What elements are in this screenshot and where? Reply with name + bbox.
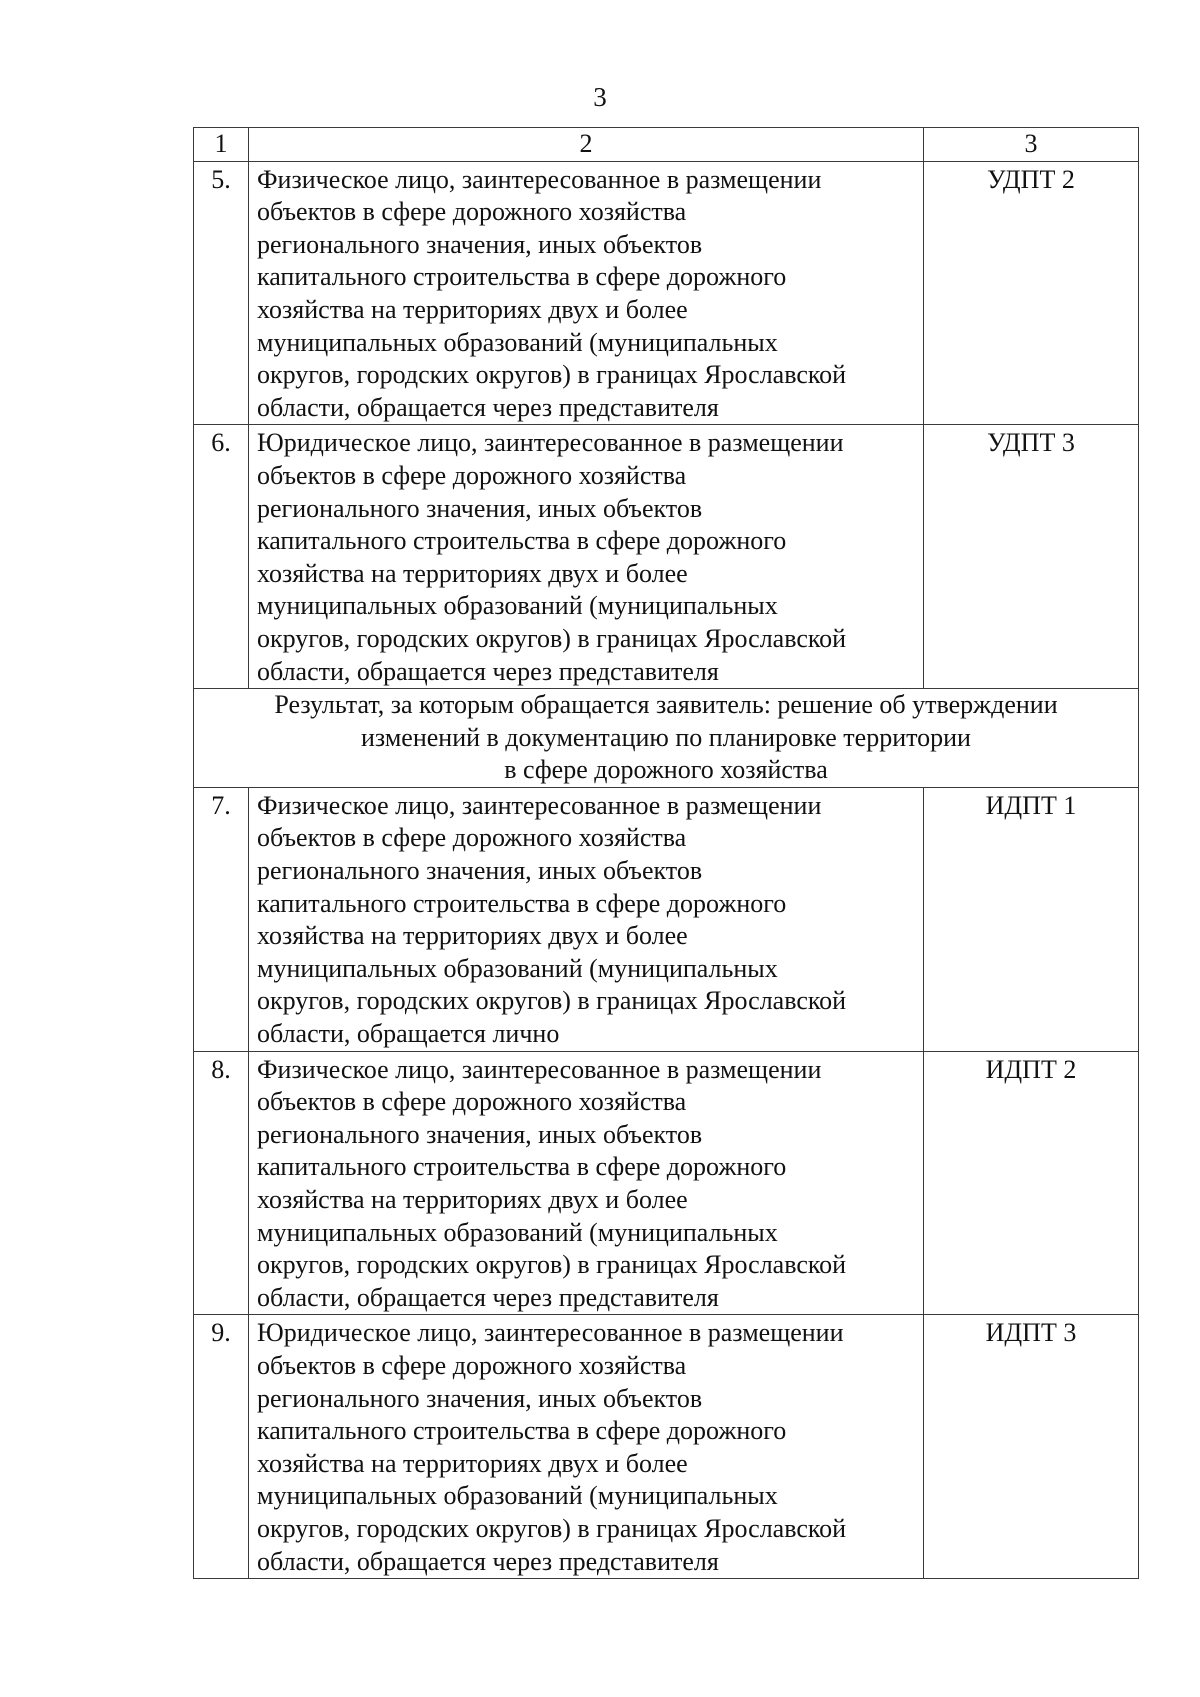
applicant-description bbox=[249, 161, 924, 425]
variant-code: УДПТ 3 bbox=[924, 425, 1139, 689]
section-line: изменений в документацию по планировке территории bbox=[361, 722, 971, 752]
table-row bbox=[194, 425, 1139, 689]
description-line: муниципальных образований (муниципальных bbox=[257, 327, 778, 357]
variant-code: ИДПТ 1 bbox=[924, 787, 1139, 1051]
description-line: регионального значения, иных объектов bbox=[257, 229, 703, 259]
description-line: округов, городских округов) в границах Ярославской bbox=[257, 360, 847, 390]
description-line: области, обращается через представителя bbox=[257, 1546, 719, 1576]
description-line: капитального строительства в сфере дорожного bbox=[257, 526, 787, 556]
description-line: округов, городских округов) в границах Ярославской bbox=[257, 1250, 847, 1280]
result-section-heading bbox=[194, 689, 1139, 788]
description-line: регионального значения, иных объектов bbox=[257, 1383, 703, 1413]
table-row bbox=[194, 787, 1139, 1051]
description-line: муниципальных образований (муниципальных bbox=[257, 1217, 778, 1247]
row-number: 8. bbox=[194, 1051, 249, 1315]
description-line: Физическое лицо, заинтересованное в размещении bbox=[257, 790, 822, 820]
services-table bbox=[193, 127, 1139, 1579]
description-line: Физическое лицо, заинтересованное в размещении bbox=[257, 1054, 822, 1084]
description-line: регионального значения, иных объектов bbox=[257, 493, 703, 523]
section-line: в сфере дорожного хозяйства bbox=[504, 755, 828, 785]
description-line: объектов в сфере дорожного хозяйства bbox=[257, 460, 687, 490]
applicant-description bbox=[249, 1315, 924, 1579]
row-number: 9. bbox=[194, 1315, 249, 1579]
description-line: области, обращается лично bbox=[257, 1019, 560, 1049]
description-line: округов, городских округов) в границах Ярославской bbox=[257, 623, 847, 653]
table-row bbox=[194, 1315, 1139, 1579]
variant-code: ИДПТ 2 bbox=[924, 1051, 1139, 1315]
row-number: 7. bbox=[194, 787, 249, 1051]
page-number: 3 bbox=[593, 82, 607, 112]
table-row bbox=[194, 1051, 1139, 1315]
description-line: хозяйства на территориях двух и более bbox=[257, 1185, 688, 1214]
description-line: округов, городских округов) в границах Ярославской bbox=[257, 986, 847, 1016]
description-line: муниципальных образований (муниципальных bbox=[257, 953, 778, 983]
applicant-description bbox=[249, 1051, 924, 1315]
description-line: капитального строительства в сфере дорожного bbox=[257, 1152, 787, 1182]
description-line: объектов в сфере дорожного хозяйства bbox=[257, 1087, 687, 1117]
description-line: капитального строительства в сфере дорожного bbox=[257, 888, 787, 918]
row-number: 6. bbox=[194, 425, 249, 689]
description-line: округов, городских округов) в границах Ярославской bbox=[257, 1513, 847, 1543]
description-line: хозяйства на территориях двух и более bbox=[257, 294, 688, 324]
description-line: хозяйства на территориях двух и более bbox=[257, 1448, 688, 1478]
description-line: хозяйства на территориях двух и более bbox=[257, 921, 688, 951]
result-section-row bbox=[194, 689, 1139, 788]
description-line: области, обращается через представителя bbox=[257, 392, 719, 422]
description-line: области, обращается через представителя bbox=[257, 1282, 719, 1312]
header-col-1: 1 bbox=[194, 128, 249, 162]
applicant-description bbox=[249, 787, 924, 1051]
description-line: хозяйства на территориях двух и более bbox=[257, 558, 688, 588]
description-line: объектов в сфере дорожного хозяйства bbox=[257, 1350, 687, 1380]
row-number: 5. bbox=[194, 161, 249, 425]
description-line: области, обращается через представителя bbox=[257, 656, 719, 686]
description-line: объектов в сфере дорожного хозяйства bbox=[257, 197, 687, 227]
description-line: капитального строительства в сфере дорожного bbox=[257, 1416, 787, 1446]
description-line: Физическое лицо, заинтересованное в размещении bbox=[257, 164, 822, 194]
description-line: регионального значения, иных объектов bbox=[257, 1119, 703, 1149]
table-row bbox=[194, 161, 1139, 425]
description-line: объектов в сфере дорожного хозяйства bbox=[257, 823, 687, 853]
variant-code: УДПТ 2 bbox=[924, 161, 1139, 425]
description-line: муниципальных образований (муниципальных bbox=[257, 591, 778, 621]
header-col-3: 3 bbox=[924, 128, 1139, 162]
header-col-2: 2 bbox=[249, 128, 924, 162]
table-header-row bbox=[194, 128, 1139, 162]
applicant-description bbox=[249, 425, 924, 689]
description-line: Юридическое лицо, заинтересованное в размещении bbox=[257, 428, 844, 458]
description-line: муниципальных образований (муниципальных bbox=[257, 1481, 778, 1511]
section-line: Результат, за которым обращается заявитель: решение об утверждении bbox=[274, 690, 1058, 720]
description-line: капитального строительства в сфере дорожного bbox=[257, 262, 787, 292]
variant-code: ИДПТ 3 bbox=[924, 1315, 1139, 1579]
description-line: Юридическое лицо, заинтересованное в размещении bbox=[257, 1318, 844, 1348]
description-line: регионального значения, иных объектов bbox=[257, 856, 703, 886]
